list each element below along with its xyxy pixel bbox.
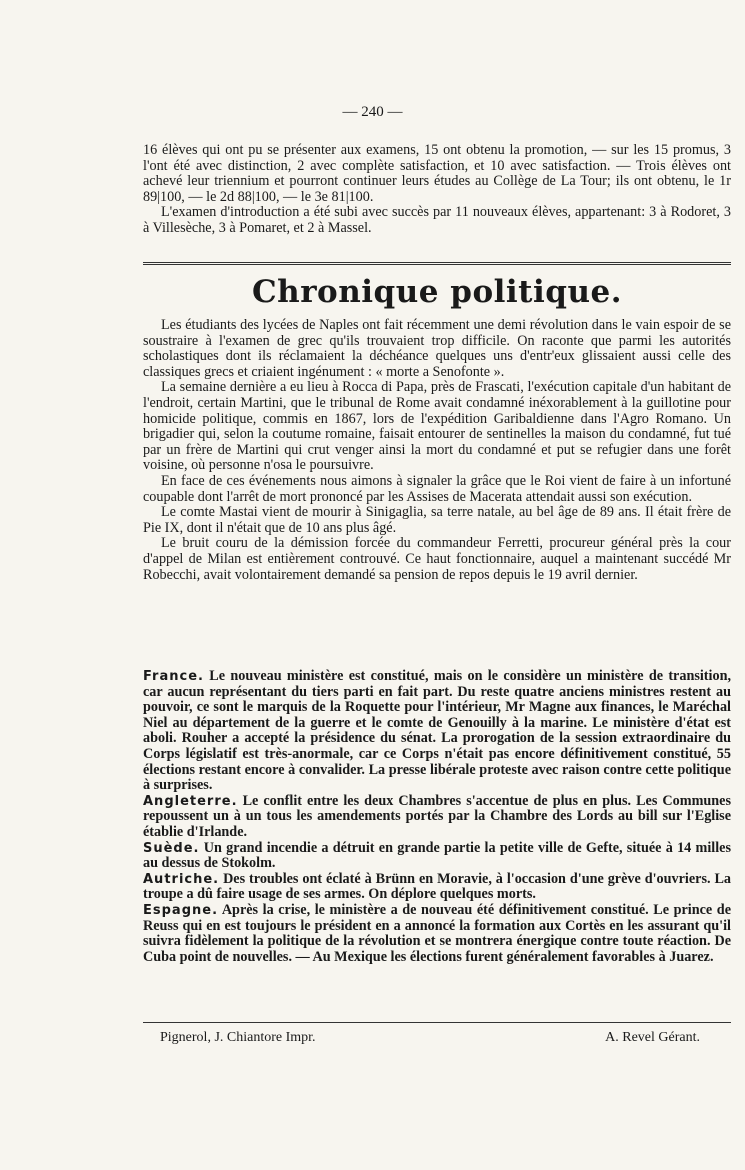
chronique-body — [143, 318, 731, 583]
country-label: Suède. — [143, 840, 200, 856]
news-france — [143, 669, 731, 794]
section-title: Chronique politique. — [252, 274, 622, 310]
intro-paragraph-1: 16 élèves qui ont pu se présenter aux examens, 15 ont obtenu la promotion, — sur les 15 promus, 3 l'ont été avec distinction, 2 avec complète satisfaction, et 10 avec satisfaction. — Trois élèves ont achevé leur triennium et pourront continuer leurs études au Collège de La Tour; ils ont obtenu, le 1r 89|100, — le 2d 88|100, — le 3e 81|100. — [143, 142, 731, 205]
news-autriche — [143, 872, 731, 903]
country-label: France. — [143, 669, 204, 684]
manager-name: A. Revel Gérant. — [605, 1030, 700, 1045]
paragraph-mastai: Le comte Mastai vient de mourir à Sinigaglia, sa terre natale, au bel âge de 89 ans. Il était frère de Pie IX, dont il n'était que de 10 ans plus âgé. — [143, 504, 731, 536]
country-label: Espagne. — [143, 902, 219, 918]
section-divider — [143, 262, 731, 265]
news-suede — [143, 841, 731, 872]
country-text: Le conflit entre les deux Chambres s'accentue de plus en plus. Les Communes repoussent un à un tous les amendements portés par la Chambre des Lords au bill sur l'Eglise établie d'Irlande. — [143, 792, 731, 840]
country-text: Des troubles ont éclaté à Brünn en Moravie, à l'occasion d'une grève d'ouvriers. La troupe a dû faire usage de ses armes. On déplore quelques morts. — [143, 870, 732, 903]
page-number: — 240 — — [342, 104, 403, 120]
country-text: Après la crise, le ministère a de nouveau été définitivement constitué. Le prince de Reuss qui en est toujours le président en a annoncé la formation aux Cortès en les assurant qu'il suivra fidèlement la politique de la révolution et se montrera énergique contre toute réaction. De Cuba point de nouvelles. — Au Mexique les élections furent généralement favorables à Juarez. — [143, 901, 731, 965]
country-text: Le nouveau ministère est constitué, mais on le considère un ministère de transition, car aucun représentant du tiers parti en fait part. Du reste quatre anciens ministres restent au pouvoir, ce sont le marquis de la Roquette pour l'intérieur, Mr Magne aux finances, le Maréchal Niel au département de la guerre et le comte de Genouilly à la marine. Le ministère d'état est aboli. Rouher a accepté la présidence du sénat. La prorogation de la session extraordinaire du Corps législatif est très-anormale, car ce Corps n'était pas encore définitivement constitué, 55 élections restant encore à convalider. La presse libérale proteste avec raison contre cette politique à surprises. — [143, 668, 732, 794]
printer-name: Pignerol, J. Chiantore Impr. — [160, 1030, 316, 1045]
country-label: Angleterre. — [143, 793, 238, 809]
paragraph-ferretti: Le bruit couru de la démission forcée du commandeur Ferretti, procureur général près la cour d'appel de Milan est entièrement controuvé. Ce haut fonctionnaire, auquel a maintenant succédé Mr Robecchi, avait volontairement demandé sa pension de repos depuis le 19 avril dernier. — [143, 535, 731, 583]
intro-section — [143, 143, 731, 237]
news-espagne — [143, 903, 731, 965]
country-label: Autriche. — [143, 871, 220, 887]
paragraph-naples: Les étudiants des lycées de Naples ont fait récemment une demi révolution dans le vain espoir de se soustraire à l'examen de grec qu'ils trouvaient trop difficile. On raconte que parmi les autorités scholastiques dont ils réclamaient la déchéance quelques uns d'entr'eux glissaient aussi celle des classiques grecs et criaient ingénument : « morte a Senofonte ». — [143, 317, 731, 380]
footer-divider — [143, 1022, 731, 1023]
imprint-footer — [160, 1030, 700, 1046]
intro-paragraph-2: L'examen d'introduction a été subi avec succès par 11 nouveaux élèves, appartenant: 3 à Rodoret, 3 à Villesèche, 3 à Pomaret, et 2 à Massel. — [143, 204, 731, 236]
country-text: Un grand incendie a détruit en grande partie la petite ville de Gefte, située à 14 milles au dessus de Stokolm. — [143, 839, 731, 872]
news-angleterre — [143, 794, 731, 841]
paragraph-grace: En face de ces événements nous aimons à signaler la grâce que le Roi vient de faire à un infortuné coupable dont l'arrêt de mort prononcé par les Assises de Macerata attendait aussi son exécution. — [143, 472, 731, 505]
paragraph-rocca: La semaine dernière a eu lieu à Rocca di Papa, près de Frascati, l'exécution capitale d'un habitant de l'endroit, certain Martini, que le tribunal de Rome avait condamné inéxorablement à la guillotine pour homicide politique, commis en 1867, lors de l'expédition Garibaldienne dans l'Agro Romano. Un brigadier qui, selon la coutume romaine, faisait entourer de sentinelles la maison du condamné, fut tué par un frère de Martini qui crut venger ainsi la mort du condamné et put se refugier dans une forêt voisine, où personne n'osa le poursuivre. — [143, 379, 731, 474]
foreign-news — [143, 669, 731, 965]
